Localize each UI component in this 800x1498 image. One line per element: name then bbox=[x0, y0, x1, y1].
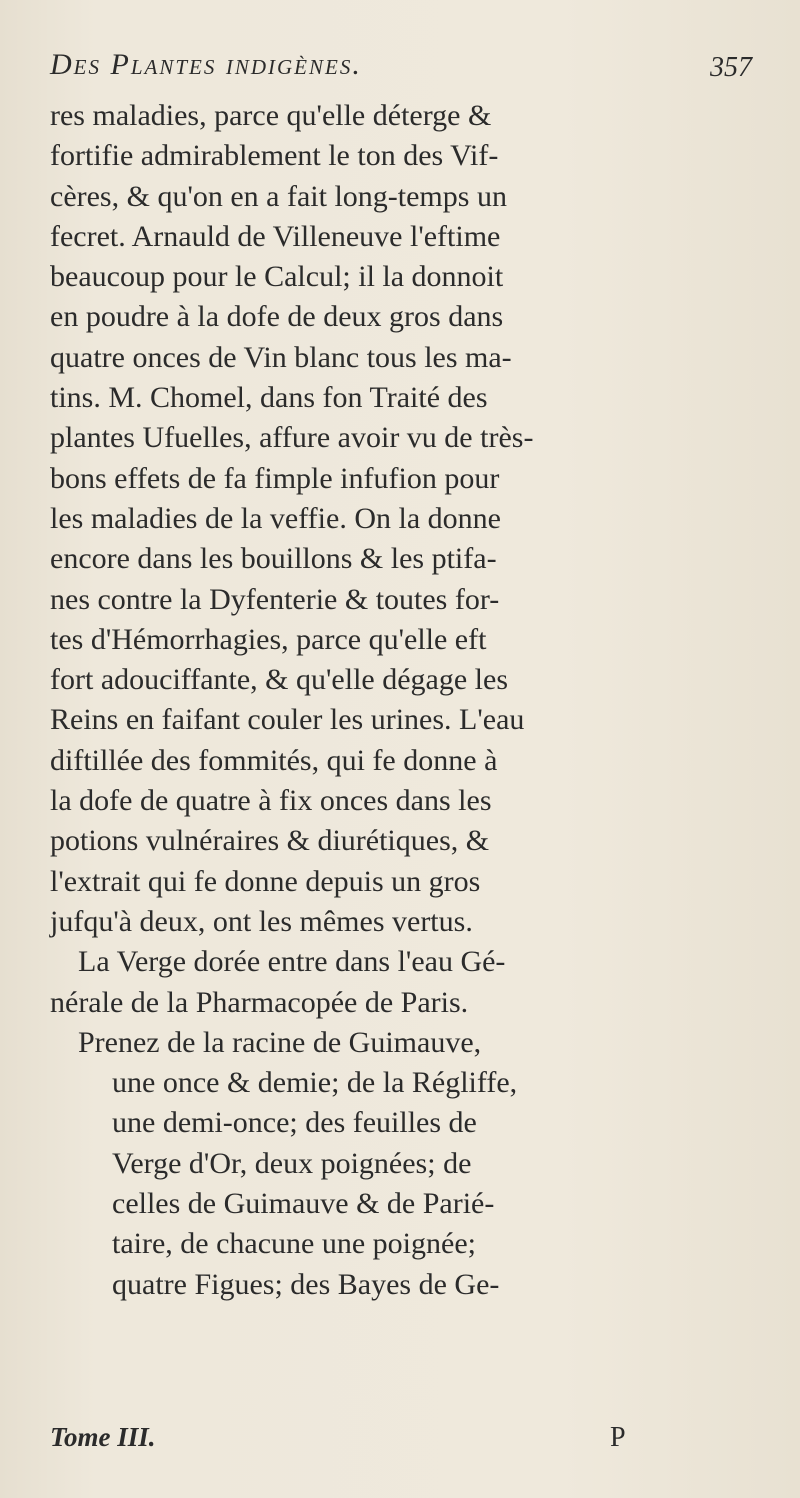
volume-label: Tome III. bbox=[50, 1422, 156, 1452]
page-header bbox=[50, 48, 770, 96]
text-line: nes contre la Dyfenterie & toutes for- bbox=[50, 582, 500, 616]
body-text bbox=[50, 96, 790, 1305]
recipe-line: quatre Figues; des Bayes de Ge- bbox=[112, 1267, 500, 1301]
recipe-line: une once & demie; de la Régliffe, bbox=[112, 1066, 518, 1100]
text-line: quatre onces de Vin blanc tous les ma- bbox=[50, 340, 512, 374]
text-line: en poudre à la dofe de deux gros dans bbox=[50, 300, 504, 334]
recipe-line: une demi-once; des feuilles de bbox=[112, 1106, 477, 1140]
text-line: jufqu'à deux, ont les mêmes vertus. bbox=[50, 904, 473, 938]
recipe-line: celles de Guimauve & de Parié- bbox=[112, 1187, 495, 1221]
running-title: Des Plantes indigènes. bbox=[50, 48, 362, 81]
signature-mark: P bbox=[610, 1422, 626, 1453]
text-line: plantes Ufuelles, affure avoir vu de très- bbox=[50, 421, 534, 455]
text-line: fecret. Arnauld de Villeneuve l'eftime bbox=[50, 219, 501, 253]
recipe-line: Verge d'Or, deux poignées; de bbox=[112, 1146, 472, 1180]
recipe-line: taire, de chacune une poignée; bbox=[112, 1227, 476, 1261]
text-line: bons effets de fa fimple infufion pour bbox=[50, 461, 500, 495]
text-line: la dofe de quatre à fix onces dans les bbox=[50, 784, 492, 818]
text-line: les maladies de la veffie. On la donne bbox=[50, 501, 501, 535]
text-line: l'extrait qui fe donne depuis un gros bbox=[50, 864, 481, 898]
text-line: fort adouciffante, & qu'elle dégage les bbox=[50, 663, 508, 697]
text-line: nérale de la Pharmacopée de Paris. bbox=[50, 985, 469, 1019]
recipe-line: Prenez de la racine de Guimauve, bbox=[78, 1025, 482, 1059]
text-line: tins. M. Chomel, dans fon Traité des bbox=[50, 381, 488, 415]
text-line: encore dans les bouillons & les ptifa- bbox=[50, 542, 497, 576]
text-line: beaucoup pour le Calcul; il la donnoit bbox=[50, 260, 504, 294]
text-line: Reins en faifant couler les urines. L'eau bbox=[50, 703, 525, 737]
page-number: 357 bbox=[710, 52, 752, 83]
page-footer bbox=[50, 1422, 770, 1462]
text-line: potions vulnéraires & diurétiques, & bbox=[50, 824, 490, 858]
text-line: cères, & qu'on en a fait long-temps un bbox=[50, 179, 507, 213]
text-line: fortifie admirablement le ton des Vif- bbox=[50, 139, 499, 173]
text-line: tes d'Hémorrhagies, parce qu'elle eft bbox=[50, 622, 487, 656]
text-line: La Verge dorée entre dans l'eau Gé- bbox=[78, 945, 506, 979]
text-line: diftillée des fommités, qui fe donne à bbox=[50, 743, 498, 777]
text-line: res maladies, parce qu'elle déterge & bbox=[50, 99, 492, 132]
